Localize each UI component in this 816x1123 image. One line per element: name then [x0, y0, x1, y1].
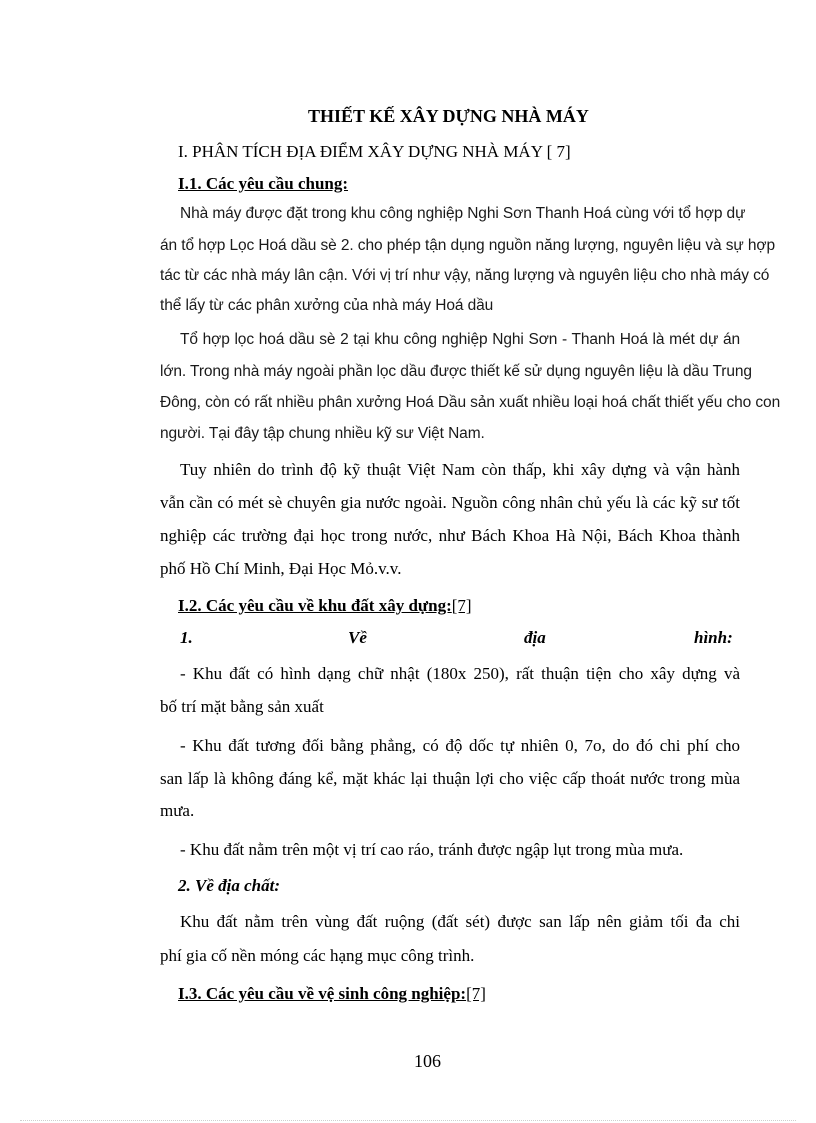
page-number: 106 [414, 1051, 441, 1071]
subheading-geology: 2. Về địa chất: [178, 876, 280, 895]
bullet-line: - Khu đất tương đối bằng phẳng, có độ dốc tự nhiên 0, 7o, do đó chi phí cho [180, 736, 740, 755]
subsection-heading-i2-ref: [7] [451, 596, 472, 615]
section-heading-i: I. PHÂN TÍCH ĐỊA ĐIỂM XÂY DỰNG NHÀ MÁY [ 7] [178, 142, 571, 161]
subheading-topography-number: 1. [180, 628, 193, 647]
paragraph-line: Tổ hợp lọc hoá dầu sè 2 tại khu công nghiệp Nghi Sơn - Thanh Hoá là mét dự án [180, 331, 740, 348]
bullet-line: san lấp là không đáng kể, mặt khác lại thuận lợi cho việc cấp thoát nước trong mùa [160, 769, 740, 788]
document-title: THIẾT KẾ XÂY DỰNG NHÀ MÁY [308, 106, 589, 126]
subsection-heading-i2-text: I.2. Các yêu cầu về khu đất xây dựng: [178, 596, 452, 615]
subsection-heading-i3-ref: [7] [466, 984, 486, 1003]
paragraph-line: Nhà máy được đặt trong khu công nghiệp Nghi Sơn Thanh Hoá cùng với tổ hợp dự [180, 205, 746, 222]
bullet-line: - Khu đất nằm trên một vị trí cao ráo, tránh được ngập lụt trong mùa mưa. [180, 840, 684, 859]
subheading-topography-word: Về [348, 628, 367, 647]
paragraph-line: Đông, còn có rất nhiều phân xưởng Hoá Dầu sản xuất nhiều loại hoá chất thiết yếu cho con [160, 394, 781, 411]
subheading-topography-word: hình: [694, 628, 733, 647]
subsection-heading-i3-text: I.3. Các yêu cầu về vệ sinh công nghiệp: [178, 984, 467, 1003]
paragraph-line: người. Tại đây tập chung nhiều kỹ sư Việt Nam. [160, 425, 485, 442]
paragraph-line: Tuy nhiên do trình độ kỹ thuật Việt Nam còn thấp, khi xây dựng và vận hành [180, 460, 740, 479]
subsection-heading-i3 [178, 984, 486, 1004]
bullet-line: mưa. [160, 801, 195, 820]
subsection-heading-i1: I.1. Các yêu cầu chung: [178, 174, 349, 193]
bullet-line: bố trí mặt bằng sản xuất [160, 697, 324, 716]
paragraph-line: án tổ hợp Lọc Hoá dầu sè 2. cho phép tận dụng nguồn năng lượng, nguyên liệu và sự hợp [160, 237, 775, 254]
subheading-topography-word: địa [524, 628, 546, 647]
paragraph-line: phố Hồ Chí Minh, Đại Học Mỏ.v.v. [160, 559, 402, 578]
paragraph-line: Khu đất nằm trên vùng đất ruộng (đất sét) được san lấp nên giảm tối đa chi [180, 912, 740, 931]
paragraph-line: tác từ các nhà máy lân cận. Với vị trí như vậy, năng lượng và nguyên liệu cho nhà máy có [160, 267, 770, 284]
paragraph-line: nghiệp các trường đại học trong nước, như Bách Khoa Hà Nội, Bách Khoa thành [160, 526, 740, 545]
paragraph-line: vẫn cần có mét sè chuyên gia nước ngoài. Nguồn công nhân chủ yếu là các kỹ sư tốt [160, 493, 740, 512]
bullet-line: - Khu đất có hình dạng chữ nhật (180x 250), rất thuận tiện cho xây dựng và [180, 664, 740, 683]
paragraph-line: lớn. Trong nhà máy ngoài phần lọc dầu được thiết kế sử dụng nguyên liệu là dầu Trung [160, 363, 752, 380]
paragraph-line: phí gia cố nền móng các hạng mục công trình. [160, 946, 475, 965]
subsection-heading-i2 [178, 596, 472, 616]
page-bottom-divider [20, 1120, 796, 1121]
paragraph-line: thể lấy từ các phân xưởng của nhà máy Hoá dầu [160, 297, 494, 314]
